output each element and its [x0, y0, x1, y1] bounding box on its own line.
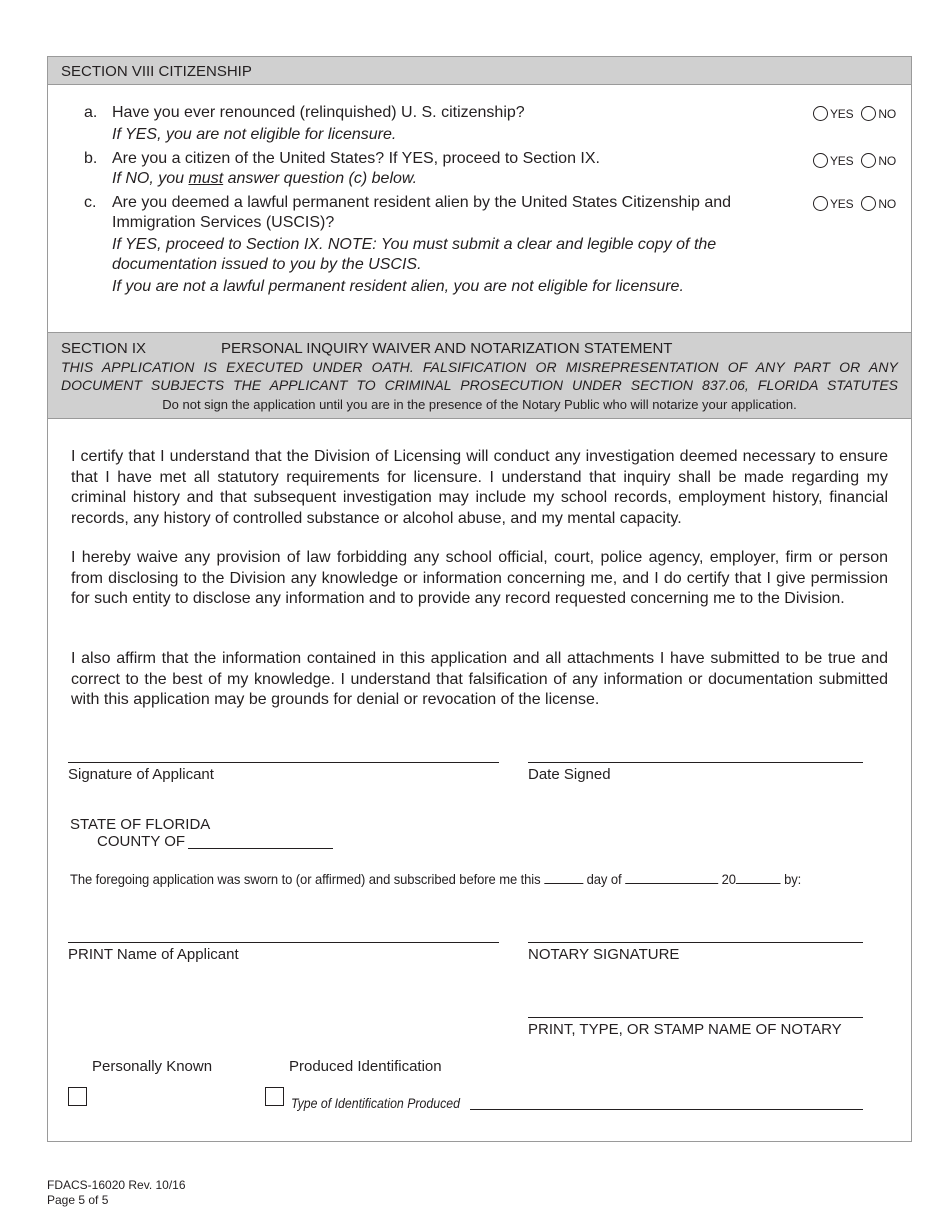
section-8-header: [47, 56, 912, 85]
question-a-text: Have you ever renounced (relinquished) U. S. citizenship?: [112, 104, 525, 121]
date-signed-line[interactable]: [528, 762, 863, 763]
section-9-subtitle: PERSONAL INQUIRY WAIVER AND NOTARIZATION STATEMENT: [221, 340, 673, 357]
yes-label: YES: [830, 153, 854, 168]
sworn-year-label: 20: [721, 871, 736, 887]
signature-line[interactable]: [68, 762, 499, 763]
no-label: NO: [878, 196, 897, 211]
sworn-day-label: day of: [586, 871, 622, 887]
section-9-header: [47, 332, 912, 419]
print-name-label: PRINT Name of Applicant: [68, 946, 239, 963]
notary-signature-line[interactable]: [528, 942, 863, 943]
question-b-text: Are you a citizen of the United States? If YES, proceed to Section IX.: [112, 150, 600, 167]
question-c-options: [813, 196, 904, 211]
sworn-day-blank[interactable]: [544, 883, 583, 884]
question-b-yes-radio[interactable]: [813, 153, 828, 168]
section-8-title: SECTION VIII CITIZENSHIP: [61, 63, 252, 80]
notary-signature-label: NOTARY SIGNATURE: [528, 946, 680, 963]
produced-id-label: Produced Identification: [289, 1058, 442, 1075]
sworn-month-blank[interactable]: [625, 883, 718, 884]
question-c-yes-radio[interactable]: [813, 196, 828, 211]
question-a-note: If YES, you are not eligible for licensure.: [112, 126, 397, 143]
signature-label: Signature of Applicant: [68, 766, 214, 783]
question-a-no-radio[interactable]: [861, 106, 876, 121]
notary-notice: Do not sign the application until you are in the presence of the Notary Public who will notarize your application.: [162, 397, 797, 412]
question-c-letter: c.: [84, 194, 97, 211]
question-b-note-pre: If NO, you: [112, 170, 189, 187]
county-label: COUNTY OF: [97, 833, 186, 850]
notary-name-label: PRINT, TYPE, OR STAMP NAME OF NOTARY: [528, 1021, 842, 1038]
question-b-note: [112, 169, 792, 189]
question-b-note-must: must: [188, 170, 224, 187]
question-b-options: [813, 153, 904, 168]
question-c-no-radio[interactable]: [861, 196, 876, 211]
id-type-line[interactable]: [470, 1109, 863, 1110]
affirm-paragraph: I also affirm that the information contained in this application and all attachments I have submitted to be true and correct to the best of my knowledge. I understand that falsification of any information or documentation submitted with this application may be grounds for denial or revocation of the license.: [71, 650, 888, 708]
certify-paragraph: I certify that I understand that the Division of Licensing will conduct any investigation deemed necessary to ensure that I have met all statutory requirements for licensure. I understand that inquiry shall be made regarding my criminal history and that subsequent investigation may include my school records, employment history, financial records, any history of controlled substance or alcohol abuse, and my mental capacity.: [71, 448, 888, 527]
sworn-year-blank[interactable]: [736, 883, 781, 884]
produced-id-checkbox[interactable]: [265, 1087, 284, 1106]
oath-warning-line-2: DOCUMENT SUBJECTS THE APPLICANT TO CRIMINAL PROSECUTION UNDER SECTION 837.06, FLORIDA STATUTES: [61, 377, 898, 393]
personally-known-checkbox[interactable]: [68, 1087, 87, 1106]
print-name-line[interactable]: [68, 942, 499, 943]
id-type-label: Type of Identification Produced: [291, 1095, 460, 1111]
sworn-by-label: by:: [784, 871, 802, 887]
question-b-no-radio[interactable]: [861, 153, 876, 168]
question-a-yes-radio[interactable]: [813, 106, 828, 121]
oath-warning-line-1: THIS APPLICATION IS EXECUTED UNDER OATH. FALSIFICATION OR MISREPRESENTATION OF ANY PART OR ANY: [61, 359, 898, 375]
state-label: STATE OF FLORIDA: [70, 816, 211, 833]
question-b-letter: b.: [84, 150, 98, 167]
yes-label: YES: [830, 106, 854, 121]
sworn-text: The foregoing application was sworn to (or affirmed) and subscribed before me this: [70, 871, 541, 887]
waiver-paragraph: I hereby waive any provision of law forbidding any school official, court, police agency, employer, firm or person from disclosing to the Division any knowledge or information concerning me, and I do certify that I give permission for such entity to disclose any information and to provide any record requested concerning me to the Division.: [71, 549, 888, 607]
question-a-options: [813, 106, 904, 121]
yes-label: YES: [830, 196, 854, 211]
section-9-title: SECTION IX: [61, 340, 147, 357]
county-line[interactable]: [188, 848, 333, 849]
notary-name-line[interactable]: [528, 1017, 863, 1018]
question-c-note-1: If YES, proceed to Section IX. NOTE: You must submit a clear and legible copy of the documentation issued to you by the USCIS.: [112, 236, 717, 273]
question-b-note-post: answer question (c) below.: [223, 170, 418, 187]
page-number: Page 5 of 5: [47, 1193, 109, 1207]
question-c-text: Are you deemed a lawful permanent resident alien by the United States Citizenship and Immigration Services (USCIS)?: [112, 194, 732, 231]
no-label: NO: [878, 106, 897, 121]
personally-known-label: Personally Known: [92, 1058, 213, 1075]
date-signed-label: Date Signed: [528, 766, 611, 783]
no-label: NO: [878, 153, 897, 168]
question-c-note-2: If you are not a lawful permanent resident alien, you are not eligible for licensure.: [112, 278, 684, 295]
form-number: FDACS-16020 Rev. 10/16: [47, 1178, 186, 1192]
sworn-statement: [70, 871, 801, 887]
question-a-letter: a.: [84, 104, 98, 121]
